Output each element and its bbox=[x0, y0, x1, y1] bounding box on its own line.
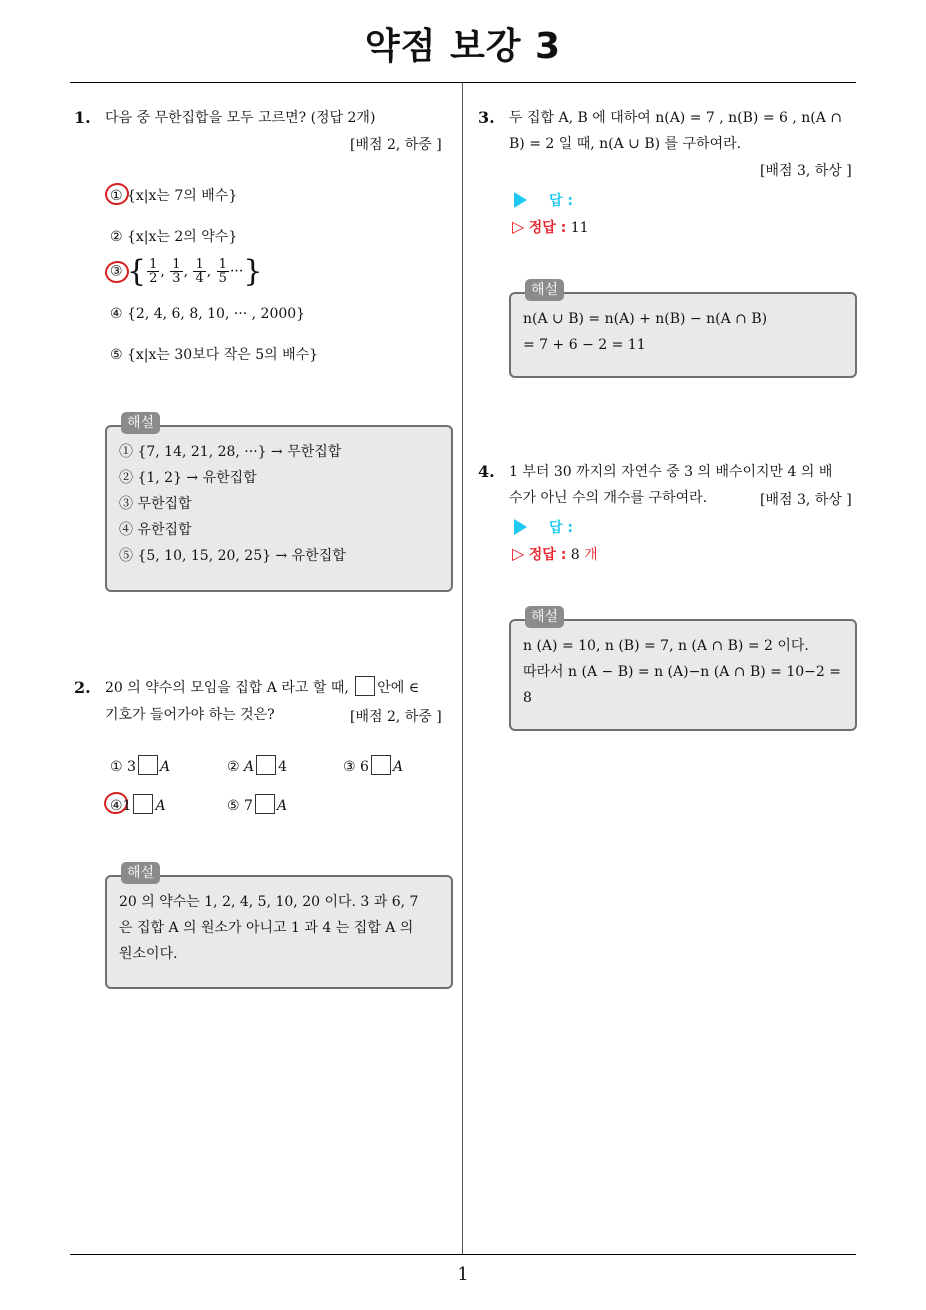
q2-solution-box bbox=[105, 865, 453, 989]
q2-option-4[interactable]: ④1 A bbox=[110, 794, 166, 814]
q1-option-5[interactable]: ⑤ {x|x는 30보다 작은 5의 배수} bbox=[110, 347, 319, 363]
q1-text: 다음 중 무한집합을 모두 고르면? (정답 2개) bbox=[105, 110, 376, 126]
play-icon bbox=[514, 192, 527, 208]
triangle-outline-icon: ▷ bbox=[512, 544, 525, 563]
q4-number: 4. bbox=[478, 462, 495, 481]
fraction: $\frac{1}{2}$ bbox=[149, 257, 158, 286]
solution-line: 따라서 n (A − B) = n (A)−n (A ∩ B) = 10−2 = bbox=[523, 664, 841, 680]
solution-line: ③ 무한집합 bbox=[119, 496, 192, 512]
solution-line: ① {7, 14, 21, 28, ···} → 무한집합 bbox=[119, 444, 342, 460]
play-icon bbox=[514, 519, 527, 535]
q2-text-line2: 기호가 들어가야 하는 것은? bbox=[105, 707, 275, 723]
top-rule bbox=[70, 82, 856, 83]
q3-answer-row[interactable]: 답 : bbox=[514, 190, 573, 210]
q4-text-line1: 1 부터 30 까지의 자연수 중 3 의 배수이지만 4 의 배 bbox=[509, 464, 833, 480]
q2-text-a: 20 의 약수의 모임을 집합 A 라고 할 때, bbox=[105, 680, 349, 696]
q1-option-4[interactable]: ④ {2, 4, 6, 8, 10, ··· , 2000} bbox=[110, 306, 306, 322]
q4-correct-unit: 개 bbox=[584, 547, 598, 563]
column-divider bbox=[462, 83, 463, 1255]
q2-text-b: 안에 ∈ bbox=[377, 680, 420, 696]
triangle-outline-icon: ▷ bbox=[512, 217, 525, 236]
q2-option-2[interactable]: ② A 4 bbox=[227, 755, 287, 775]
page-number: 1 bbox=[457, 1264, 469, 1285]
solution-line: ④ 유한집합 bbox=[119, 522, 192, 538]
brace-open-icon: { bbox=[127, 254, 147, 289]
q4-answer-row[interactable]: 답 : bbox=[514, 517, 573, 537]
q4-solution-box bbox=[509, 609, 857, 731]
q3-text-line2: B) = 2 일 때, n(A ∪ B) 를 구하여라. bbox=[509, 136, 742, 152]
blank-box bbox=[355, 676, 375, 696]
q1-score: [배점 2, 하중 ] bbox=[350, 137, 442, 153]
q3-score: [배점 3, 하상 ] bbox=[760, 163, 852, 179]
q3-correct-value: 11 bbox=[570, 220, 589, 236]
q2-score: [배점 2, 하중 ] bbox=[350, 709, 442, 725]
q2-option-3[interactable]: ③ 6 A bbox=[343, 755, 403, 775]
solution-line: 8 bbox=[523, 690, 532, 706]
solution-line: 20 의 약수는 1, 2, 4, 5, 10, 20 이다. 3 과 6, 7 bbox=[119, 894, 419, 910]
solution-line: ② {1, 2} → 유한집합 bbox=[119, 470, 257, 486]
bottom-rule bbox=[70, 1254, 856, 1255]
fraction: $\frac{1}{4}$ bbox=[195, 257, 204, 286]
q3-number: 3. bbox=[478, 108, 495, 127]
q1-option-3-num: ③ bbox=[110, 263, 123, 280]
solution-line: 원소이다. bbox=[119, 946, 178, 962]
solution-line: n(A ∪ B) = n(A) + n(B) − n(A ∩ B) bbox=[523, 311, 768, 327]
q3-solution-box bbox=[509, 282, 857, 378]
q1-option-2[interactable]: ② {x|x는 2의 약수} bbox=[110, 229, 238, 245]
q4-correct-row: ▷ 정답 : 8 개 bbox=[512, 544, 598, 563]
solution-line: = 7 + 6 − 2 = 11 bbox=[523, 337, 646, 353]
q2-text-line1 bbox=[105, 675, 457, 701]
q4-correct-value: 8 bbox=[570, 547, 580, 563]
q4-text-line2: 수가 아닌 수의 개수를 구하여라. bbox=[509, 490, 708, 506]
fraction: $\frac{1}{3}$ bbox=[172, 257, 181, 286]
page-title: 약점 보강 3 bbox=[364, 26, 562, 67]
solution-tag: 해설 bbox=[121, 412, 160, 434]
solution-tag: 해설 bbox=[525, 279, 564, 301]
q2-number: 2. bbox=[74, 678, 91, 697]
q4-score: [배점 3, 하상 ] bbox=[760, 492, 852, 508]
solution-tag: 해설 bbox=[121, 862, 160, 884]
q3-correct-row: ▷ 정답 : 11 bbox=[512, 217, 589, 236]
q1-solution-box bbox=[105, 415, 453, 592]
solution-line: n (A) = 10, n (B) = 7, n (A ∩ B) = 2 이다. bbox=[523, 638, 809, 654]
solution-tag: 해설 bbox=[525, 606, 564, 628]
q3-text-line1: 두 집합 A, B 에 대하여 n(A) = 7 , n(B) = 6 , n(A ∩ bbox=[509, 110, 843, 126]
q1-number: 1. bbox=[74, 108, 91, 127]
fraction: $\frac{1}{5}$ bbox=[218, 257, 227, 286]
q2-option-5[interactable]: ⑤ 7 A bbox=[227, 794, 287, 814]
q1-option-1[interactable]: ① {x|x는 7의 배수} bbox=[110, 188, 238, 204]
solution-line: 은 집합 A 의 원소가 아니고 1 과 4 는 집합 A 의 bbox=[119, 920, 414, 936]
solution-line: ⑤ {5, 10, 15, 20, 25} → 유한집합 bbox=[119, 548, 346, 564]
brace-close-icon: } bbox=[243, 254, 263, 289]
q1-option-3[interactable]: ③ { $\frac{1}{2}$ , $\frac{1}{3}$ , $\frac{1}{4}$ , $\frac{1}{5}$ ···} bbox=[110, 254, 263, 289]
q2-option-1[interactable]: ① 3 A bbox=[110, 755, 170, 775]
